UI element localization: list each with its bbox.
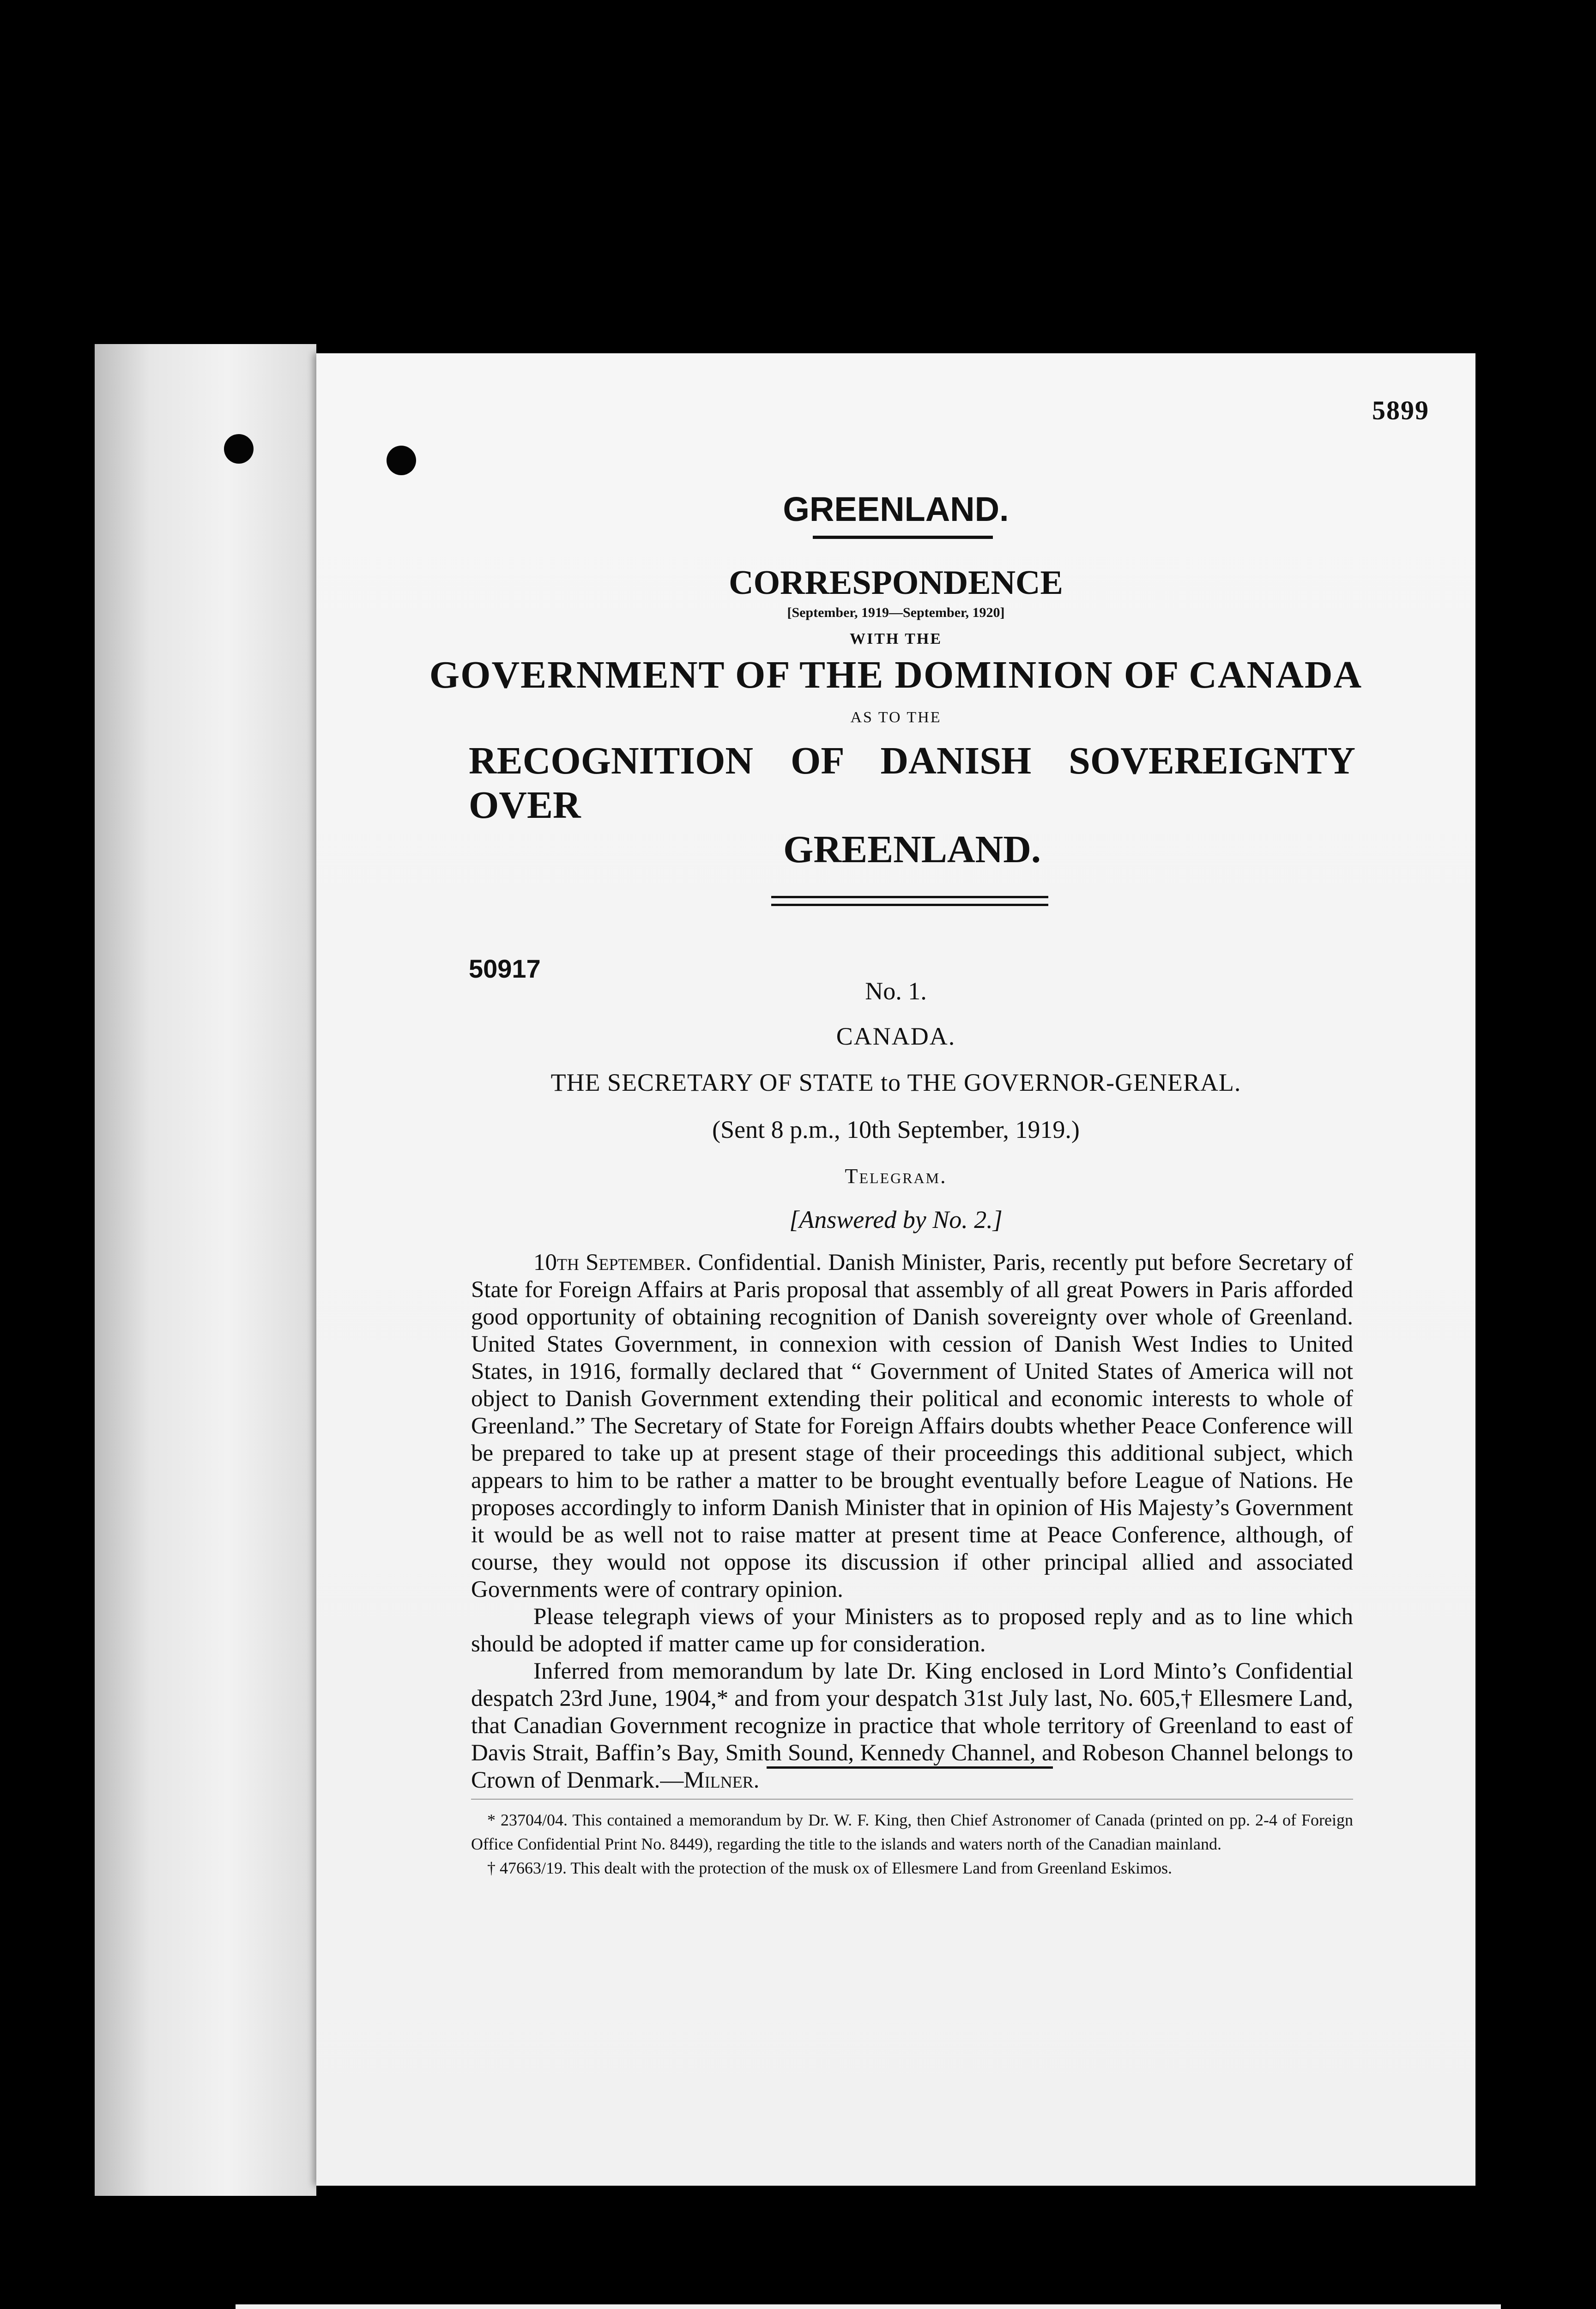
date-lead: 10th September. [533, 1250, 692, 1275]
sender-recipient: THE SECRETARY OF STATE to THE GOVERNOR-GENERAL. [550, 1069, 1241, 1096]
country-heading: CANADA. [836, 1022, 956, 1050]
message-type: Telegram. [845, 1164, 947, 1188]
document-page [316, 353, 1475, 2186]
item-number: No. 1. [865, 977, 927, 1005]
correspondence-heading: CORRESPONDENCE [729, 564, 1063, 602]
paragraph [471, 1658, 1353, 1794]
government-heading: GOVERNMENT OF THE DOMINION OF CANADA [429, 653, 1363, 696]
footnote-rule [471, 1799, 1353, 1800]
recognition-heading [469, 739, 1355, 872]
date-range: [September, 1919—September, 1920] [787, 605, 1005, 620]
title-rule [813, 536, 993, 539]
punch-hole [387, 446, 416, 475]
paragraph-text: Confidential. Danish Minister, Paris, recently put before Secretary of State for Foreign Affairs at Paris proposal that assembly of all great Powers in Paris afforded good opportunity of obtaining recognition of Danish sovereignty over whole of Greenland. United States Government, in connexion with cession of Danish West Indies to United States, in 1916, formally declared that “ Government of United States of America will not object to Danish Government extending their political and economic interests to whole of Greenland.” The Secretary of State for Foreign Affairs doubts whether Peace Conference will be prepared to take up at present stage of their proceedings this additional subject, which appears to him to be rather a matter to be brought eventually before League of Nations. He proposes accordingly to inform Danish Minister that in opinion of His Majesty’s Government it would be as well not to raise matter at present time at Peace Conference, although, of course, they would not oppose its discussion if other principal allied and associated Governments were of contrary opinion. [471, 1250, 1354, 1602]
file-number: 50917 [469, 954, 541, 983]
previous-page-edge [95, 344, 316, 2196]
recognition-line-2: GREENLAND. [783, 828, 1041, 871]
recognition-line-1: RECOGNITION OF DANISH SOVEREIGNTY OVER [469, 739, 1355, 827]
telegram-body [471, 1249, 1353, 1794]
double-rule-bottom [771, 904, 1048, 906]
footnote: † 47663/19. This dealt with the protection of the musk ox of Ellesmere Land from Greenland Eskimos. [487, 1859, 1173, 1877]
closing-rule [767, 1766, 1053, 1769]
signature: Milner. [683, 1767, 760, 1793]
answered-note: [Answered by No. 2.] [789, 1206, 1003, 1233]
double-rule-top [771, 896, 1048, 898]
document-title: GREENLAND. [783, 490, 1009, 528]
footnotes [471, 1808, 1353, 1880]
paragraph [471, 1249, 1353, 1603]
sent-time: (Sent 8 p.m., 10th September, 1919.) [712, 1116, 1080, 1143]
paragraph-text: Inferred from memorandum by late Dr. King enclosed in Lord Minto’s Confidential despatch 23rd June, 1904,* and from your despatch 31st July last, No. 605,† Ellesmere Land, that Canadian Government recognize in practice that whole territory of Greenland to east of Davis Strait, Baffin’s Bay, Smith Sound, Kennedy Channel, and Robeson Channel belongs to Crown of Denmark.— [471, 1658, 1353, 1793]
page-number: 5899 [1372, 395, 1429, 425]
archive-label-card [236, 2304, 1501, 2309]
as-to-the-label: AS TO THE [850, 709, 942, 726]
footnote: * 23704/04. This contained a memorandum by Dr. W. F. King, then Chief Astronomer of Canada (printed on pp. 2-4 of Foreign Office Confidential Print No. 8449), regarding the title to the islands and waters north of the Canadian mainland. [471, 1811, 1353, 1853]
with-the-label: WITH THE [849, 630, 943, 647]
punch-hole [224, 434, 254, 464]
paragraph: Please telegraph views of your Ministers as to proposed reply and as to line which should be adopted if matter came up for consideration. [471, 1604, 1353, 1657]
